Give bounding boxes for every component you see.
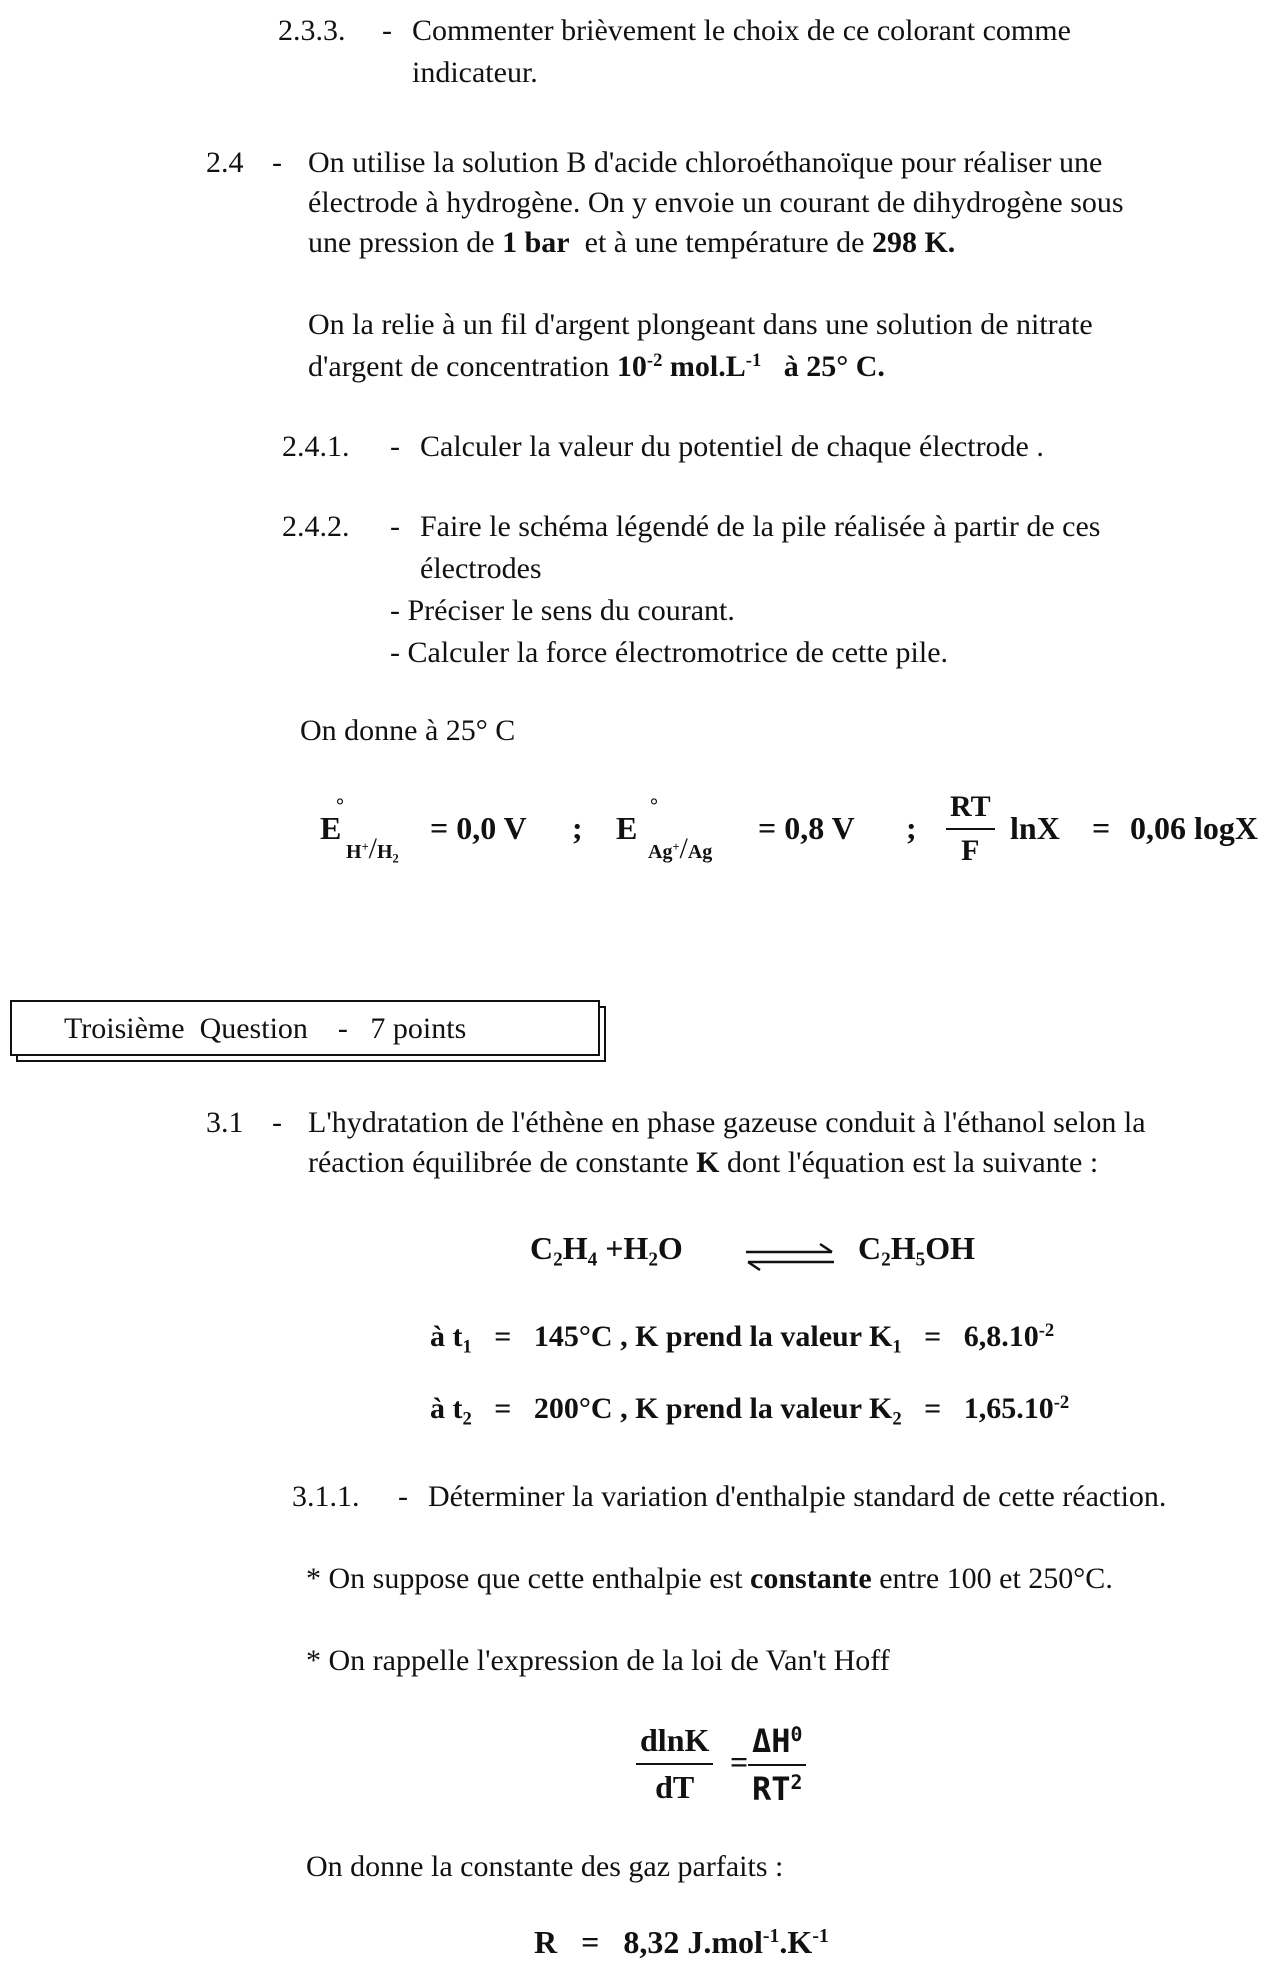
header-dash: -	[337, 1012, 348, 1045]
vanthoff-rhs	[748, 1722, 806, 1808]
q24-number: 2.4	[206, 146, 244, 179]
q233-number: 2.3.3.	[278, 14, 346, 47]
product-c2h5oh: C₂H₅OH	[858, 1230, 975, 1266]
q31-line2-c: dont l'équation est la suivante :	[727, 1146, 1099, 1179]
gas-value: 8,32 J.mol	[623, 1924, 763, 1960]
gas-intro: On donne la constante des gaz parfaits :	[306, 1850, 784, 1883]
potential-h-deg: °	[336, 795, 344, 817]
k-row-1: à $t_1$ = 145°C , K prend la valeur $K_1$ = $6,8.10^{-2}$	[430, 1319, 1055, 1358]
donnees-intro: On donne à 25° C	[300, 714, 516, 747]
q24-dash: -	[272, 146, 282, 179]
potential-ag-value: = 0,8 V	[758, 810, 855, 846]
conc-unit-exp: -1	[745, 349, 762, 371]
vanthoff-lhs-den: dT	[655, 1769, 695, 1805]
potential-h-couple: $H^+/H_2$	[346, 832, 399, 866]
reactant-h2o: H₂O	[623, 1230, 683, 1266]
t2-text: 200°C , K prend la valeur K	[533, 1392, 893, 1425]
gas-r: R	[534, 1924, 558, 1960]
vanthoff-rhs-num: $\Delta H^0$	[748, 1722, 806, 1766]
vanthoff-equals: =	[730, 1744, 749, 1780]
rt-over-f	[946, 790, 995, 868]
gas-constant: R = 8,32 $J.mol^{-1}.K^{-1}$	[534, 1924, 829, 1960]
q24-line3-a: une pression de	[308, 226, 495, 259]
separator-1: ;	[572, 810, 583, 846]
equilibrium-arrows	[740, 1238, 840, 1274]
reactant-c2h4: C₂H₄	[530, 1230, 598, 1266]
q311-note1: * On suppose que cette enthalpie est constante entre 100 et 250°C.	[306, 1562, 1113, 1595]
q241-number: 2.4.1.	[282, 430, 350, 463]
q311-dash: -	[398, 1480, 408, 1513]
q31-line2	[308, 1148, 1098, 1178]
q311-note2: * On rappelle l'expression de la loi de Van't Hoff	[306, 1644, 890, 1677]
q233-line2: indicateur.	[412, 56, 538, 89]
q24-line3-c: et à une température de	[584, 226, 865, 259]
q31-dash: -	[272, 1106, 282, 1139]
potential-ag-couple: Ag+/Ag	[648, 832, 713, 865]
t2-label: à t	[430, 1392, 463, 1425]
q242-number: 2.4.2.	[282, 510, 350, 543]
q24-line3	[308, 228, 955, 258]
k1-value: 6,8.10	[963, 1320, 1039, 1353]
vanthoff-rhs-den: $RT^2$	[752, 1770, 803, 1808]
q242-dash: -	[390, 510, 400, 543]
lnx-value: 0,06 logX	[1130, 810, 1258, 846]
q233-dash: -	[382, 14, 392, 47]
t1-text: 145°C , K prend la valeur K	[533, 1320, 893, 1353]
rt-numerator: RT	[946, 790, 995, 830]
header-question: Question	[199, 1012, 308, 1045]
reaction-reactants	[530, 1232, 683, 1264]
q24-line2: électrode à hydrogène. On y envoie un courant de dihydrogène sous	[308, 186, 1124, 219]
t1-label: à t	[430, 1320, 463, 1353]
q241-dash: -	[390, 430, 400, 463]
q241-text: Calculer la valeur du potentiel de chaque électrode .	[420, 430, 1044, 463]
lnx-equals: =	[1092, 810, 1111, 846]
q31-line1: L'hydratation de l'éthène en phase gazeuse conduit à l'éthanol selon la	[308, 1106, 1146, 1139]
q242-item3: - Calculer la force électromotrice de cette pile.	[390, 636, 949, 669]
q311-text: Déterminer la variation d'enthalpie standard de cette réaction.	[428, 1480, 1167, 1513]
reaction-plus: +	[605, 1230, 624, 1266]
separator-2: ;	[906, 810, 917, 846]
q242-item2: - Préciser le sens du courant.	[390, 594, 735, 627]
q24-pressure: 1 bar	[502, 226, 570, 259]
q31-number: 3.1	[206, 1106, 244, 1139]
q31-k: K	[696, 1146, 720, 1179]
q311-number: 3.1.1.	[292, 1480, 360, 1513]
conc-unit: mol.L	[669, 350, 746, 383]
vanthoff-lhs	[636, 1722, 713, 1806]
potential-h: E	[320, 810, 342, 846]
q24-temperature: 298 K.	[871, 226, 956, 259]
header-title: Troisième	[64, 1012, 185, 1045]
conc-temp: à 25° C.	[783, 350, 885, 383]
q24-para2-line2-a: d'argent de concentration	[308, 350, 610, 383]
conc-exp: -2	[646, 349, 663, 371]
q24-line1: On utilise la solution B d'acide chloroéthanoïque pour réaliser une	[308, 146, 1103, 179]
q24-para2-line2	[308, 349, 885, 383]
q233-line1: Commenter brièvement le choix de ce colorant comme	[412, 14, 1071, 47]
q242-line1: Faire le schéma légendé de la pile réalisée à partir de ces	[420, 510, 1101, 543]
conc-base: 10	[616, 350, 647, 383]
vanthoff-lhs-num: dlnK	[636, 1722, 713, 1765]
lnx-label: lnX	[1010, 810, 1060, 846]
q31-line2-a: réaction équilibrée de constante	[308, 1146, 689, 1179]
k-row-2: à $t_2$ = 200°C , K prend la valeur $K_2$ = $1,65.10^{-2}$	[430, 1391, 1070, 1430]
q242-line2: électrodes	[420, 552, 542, 585]
potential-h-value: = 0,0 V	[430, 810, 527, 846]
header-points: 7 points	[370, 1012, 467, 1045]
k2-value: 1,65.10	[963, 1392, 1054, 1425]
potential-ag-deg: °	[650, 795, 658, 817]
potential-ag: E	[616, 810, 638, 846]
q24-para2-line1: On la relie à un fil d'argent plongeant dans une solution de nitrate	[308, 308, 1093, 341]
f-denominator: F	[961, 834, 980, 867]
section-header-box	[10, 1000, 600, 1056]
